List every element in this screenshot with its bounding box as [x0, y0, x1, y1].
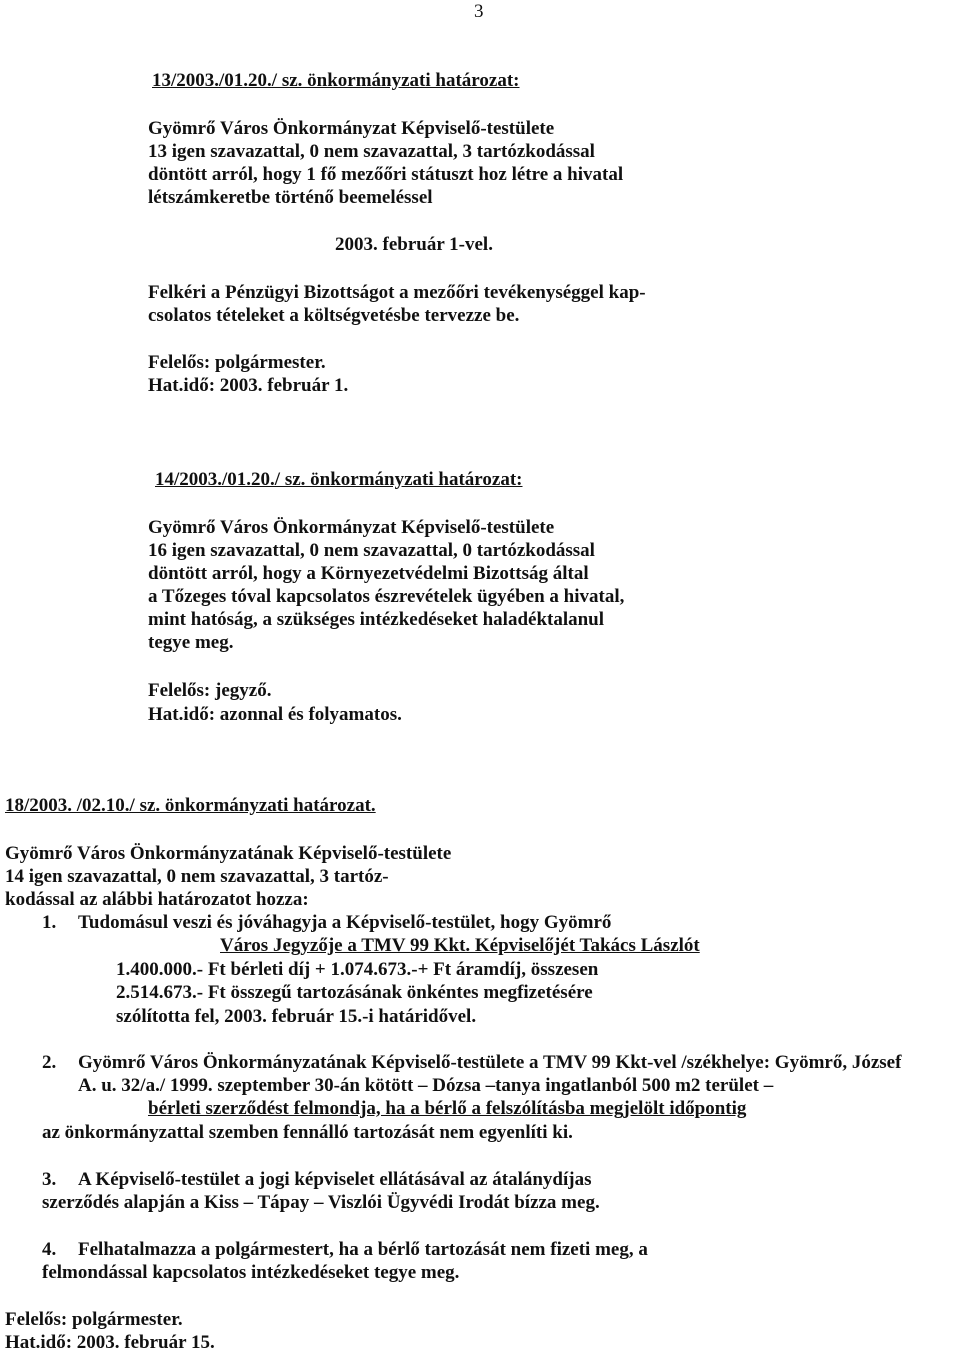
body-line: Gyömrő Város Önkormányzatának Képviselő-testülete	[5, 843, 452, 864]
item-line: szólította fel, 2003. február 15.-i határidővel.	[116, 1006, 477, 1027]
responsible-line: Felelős: jegyző.	[148, 680, 272, 701]
item-line: 1.400.000.- Ft bérleti díj + 1.074.673.-+ Ft áramdíj, összesen	[116, 959, 599, 980]
resolution-heading: 13/2003./01.20./ sz. önkormányzati határozat:	[152, 70, 520, 91]
body-line: tegye meg.	[148, 632, 234, 653]
item-number: 3.	[42, 1169, 57, 1190]
resolution-heading: 14/2003./01.20./ sz. önkormányzati határozat:	[155, 469, 523, 490]
body-line: csolatos tételeket a költségvetésbe tervezze be.	[148, 305, 520, 326]
resolution-heading: 18/2003. /02.10./ sz. önkormányzati határozat.	[5, 795, 376, 816]
item-line: szerződés alapján a Kiss – Tápay – Viszlói Ügyvédi Irodát bízza meg.	[42, 1192, 600, 1213]
body-line: 13 igen szavazattal, 0 nem szavazattal, 3 tartózkodással	[148, 141, 595, 162]
item-line-underlined: Város Jegyzője a TMV 99 Kkt. Képviselőjét Takács Lászlót	[220, 935, 700, 956]
item-line: Tudomásul veszi és jóváhagyja a Képviselő-testület, hogy Gyömrő	[78, 912, 612, 933]
page-number: 3	[474, 1, 484, 22]
deadline-line: Hat.idő: azonnal és folyamatos.	[148, 704, 402, 725]
body-line: Gyömrő Város Önkormányzat Képviselő-testülete	[148, 517, 555, 538]
item-line: Felhatalmazza a polgármestert, ha a bérlő tartozását nem fizeti meg, a	[78, 1239, 648, 1260]
deadline-line: Hat.idő: 2003. február 15.	[5, 1332, 215, 1353]
body-line: létszámkeretbe történő beemeléssel	[148, 187, 433, 208]
body-line: Gyömrő Város Önkormányzat Képviselő-testülete	[148, 118, 555, 139]
item-line: az önkormányzattal szemben fennálló tartozását nem egyenlíti ki.	[42, 1122, 573, 1143]
item-number: 4.	[42, 1239, 57, 1260]
item-number: 2.	[42, 1052, 57, 1073]
body-line: a Tőzeges tóval kapcsolatos észrevételek ügyében a hivatal,	[148, 586, 625, 607]
responsible-line: Felelős: polgármester.	[5, 1309, 183, 1330]
body-line: mint hatóság, a szükséges intézkedéseket haladéktalanul	[148, 609, 605, 630]
item-line: A. u. 32/a./ 1999. szeptember 30-án kötött – Dózsa –tanya ingatlanból 500 m2 terület –	[78, 1075, 774, 1096]
body-line: 16 igen szavazattal, 0 nem szavazattal, 0 tartózkodással	[148, 540, 595, 561]
deadline-line: Hat.idő: 2003. február 1.	[148, 375, 349, 396]
item-line: 2.514.673.- Ft összegű tartozásának önkéntes megfizetésére	[116, 982, 593, 1003]
body-line: Felkéri a Pénzügyi Bizottságot a mezőőri tevékenységgel kap-	[148, 282, 646, 303]
item-number: 1.	[42, 912, 57, 933]
body-line: döntött arról, hogy 1 fő mezőőri státuszt hoz létre a hivatal	[148, 164, 624, 185]
item-line: Gyömrő Város Önkormányzatának Képviselő-testülete a TMV 99 Kkt-vel /székhelye: Gyömrő, József	[78, 1052, 902, 1073]
body-line: kodással az alábbi határozatot hozza:	[5, 889, 309, 910]
item-line: felmondással kapcsolatos intézkedéseket tegye meg.	[42, 1262, 460, 1283]
item-line: A Képviselő-testület a jogi képviselet ellátásával az átalánydíjas	[78, 1169, 592, 1190]
body-line: 14 igen szavazattal, 0 nem szavazattal, 3 tartóz-	[5, 866, 389, 887]
item-line-underlined: bérleti szerződést felmondja, ha a bérlő a felszólításba megjelölt időpontig	[148, 1098, 747, 1119]
body-line: döntött arról, hogy a Környezetvédelmi Bizottság által	[148, 563, 589, 584]
responsible-line: Felelős: polgármester.	[148, 352, 326, 373]
date-line: 2003. február 1-vel.	[335, 234, 493, 255]
